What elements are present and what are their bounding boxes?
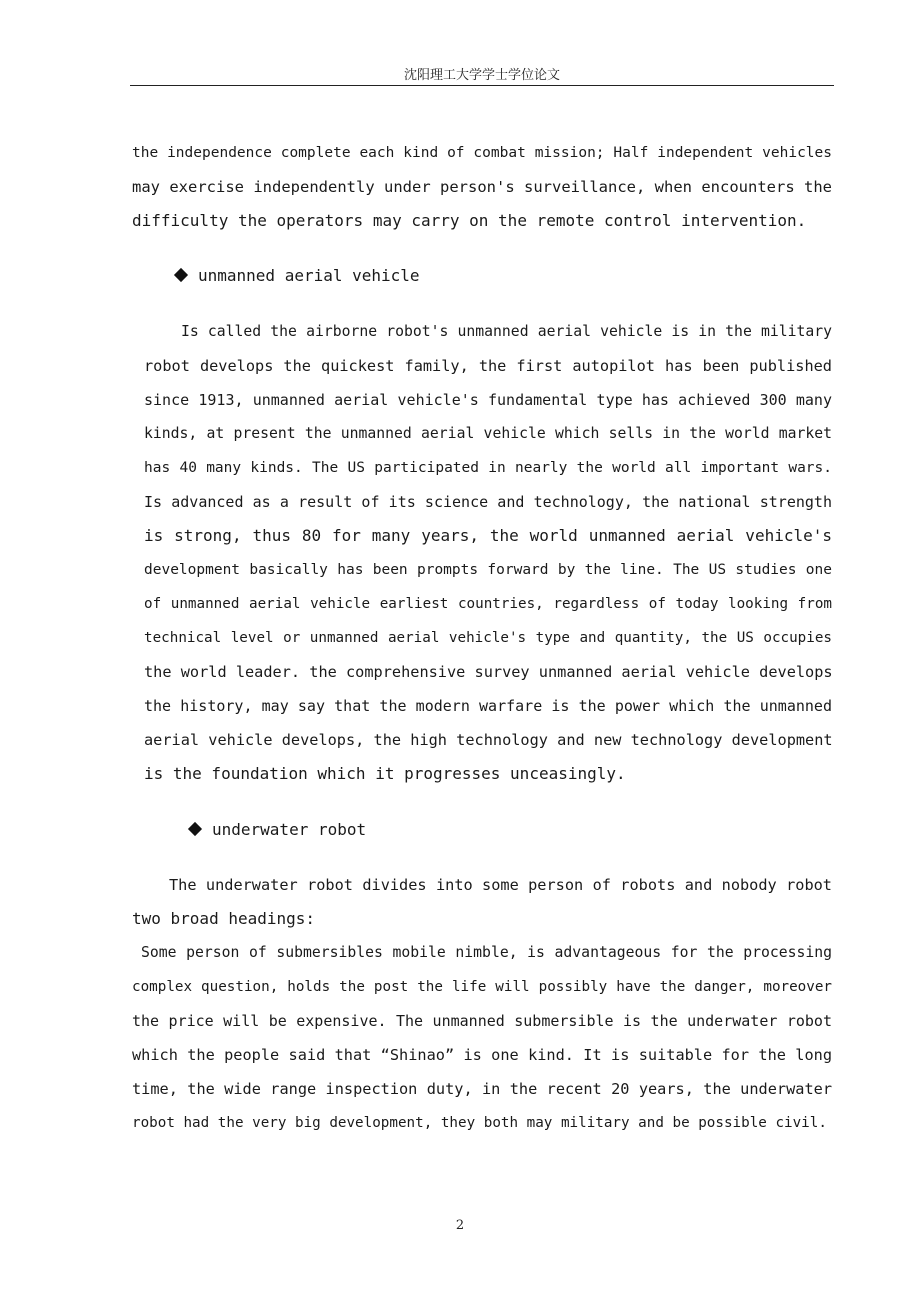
text-line: robot develops the quickest family, the first autopilot has been published — [144, 357, 832, 375]
text-line: is strong, thus 80 for many years, the world unmanned aerial vehicle's — [144, 526, 832, 545]
text-line: Is advanced as a result of its science and technology, the national strength — [144, 493, 832, 511]
text-line: the world leader. the comprehensive survey unmanned aerial vehicle develops — [144, 663, 833, 681]
section-heading-uav — [176, 259, 420, 293]
text-line: robot had the very big development, they both may military and be possible civil. — [132, 1115, 827, 1131]
text-line: is the foundation which it progresses unceasingly. — [144, 764, 626, 783]
text-line: may exercise independently under person's surveillance, when encounters the — [132, 178, 832, 196]
text-line: development basically has been prompts forward by the line. The US studies one — [144, 562, 832, 578]
text-line: has 40 many kinds. The US participated in nearly the world all important wars. — [144, 460, 832, 476]
text-line: aerial vehicle develops, the high technology and new technology development — [144, 731, 833, 749]
uav-paragraph — [144, 315, 832, 791]
text-line: Some person of submersibles mobile nimble, is advantageous for the processing — [141, 944, 832, 961]
header-rule — [130, 85, 834, 86]
text-line: time, the wide range inspection duty, in the recent 20 years, the underwater — [132, 1080, 832, 1098]
text-line: since 1913, unmanned aerial vehicle's fundamental type has achieved 300 many — [144, 391, 832, 409]
page-number: 2 — [455, 1218, 465, 1233]
text-line: the independence complete each kind of combat mission; Half independent vehicles — [132, 145, 832, 161]
intro-paragraph — [132, 136, 832, 238]
text-line: Is called the airborne robot's unmanned aerial vehicle is in the military — [181, 323, 832, 340]
text-line: which the people said that “Shinao” is one kind. It is suitable for the long — [132, 1046, 832, 1064]
page-header-title: 沈阳理工大学学士学位论文 — [403, 68, 560, 83]
text-line: difficulty the operators may carry on the remote control intervention. — [132, 211, 807, 230]
text-line: technical level or unmanned aerial vehicle's type and quantity, the US occupies — [144, 630, 832, 646]
section-heading-underwater — [190, 813, 366, 847]
text-line: kinds, at present the unmanned aerial vehicle which sells in the world market — [144, 425, 832, 442]
text-line: complex question, holds the post the life will possibly have the danger, moreover — [132, 979, 832, 995]
section-heading-text: unmanned aerial vehicle — [198, 266, 420, 285]
underwater-intro-paragraph — [132, 868, 832, 936]
underwater-body-paragraph — [132, 936, 832, 1140]
diamond-bullet-icon — [188, 822, 202, 836]
text-line: two broad headings: — [132, 909, 316, 928]
section-heading-text: underwater robot — [212, 820, 367, 839]
text-line: the history, may say that the modern warfare is the power which the unmanned — [144, 697, 832, 715]
text-line: the price will be expensive. The unmanned submersible is the underwater robot — [132, 1012, 832, 1030]
diamond-bullet-icon — [174, 268, 188, 282]
text-line: of unmanned aerial vehicle earliest countries, regardless of today looking from — [144, 596, 832, 612]
text-line: The underwater robot divides into some person of robots and nobody robot — [169, 876, 832, 894]
